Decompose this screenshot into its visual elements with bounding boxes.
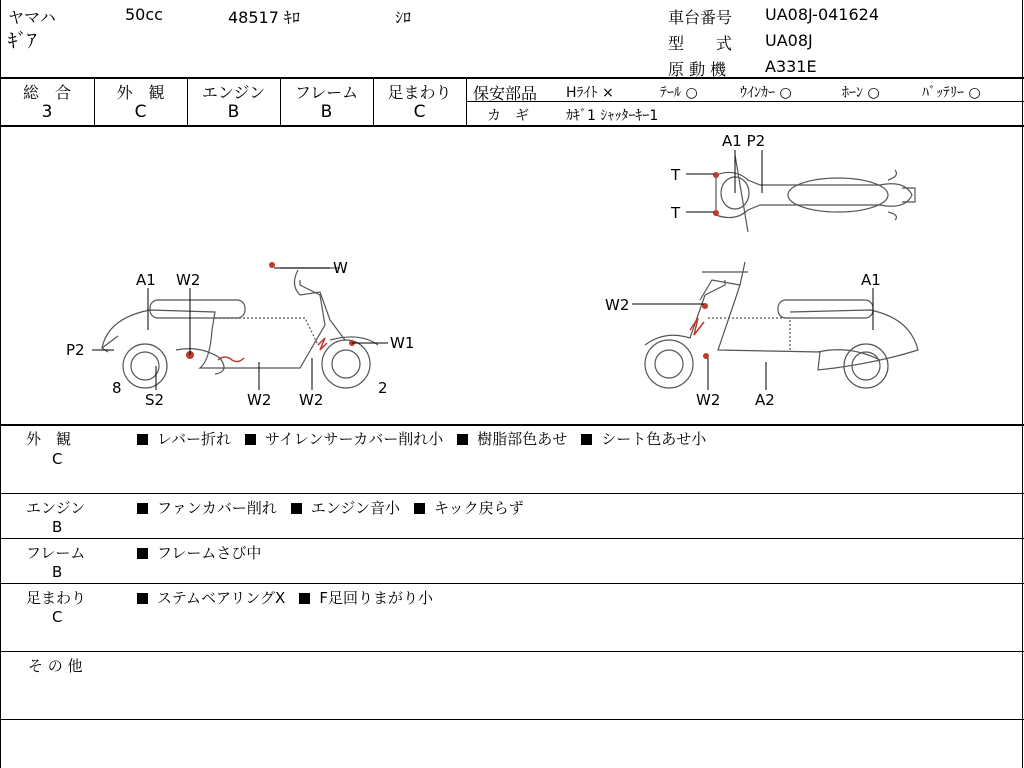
bullet-icon [299, 593, 310, 604]
safety-tail-name: ﾃｰﾙ [660, 85, 681, 101]
remark-suspension-category: 足まわり [26, 589, 87, 607]
model-name: ｷﾞｱ [8, 30, 37, 52]
scooter-top-view [716, 155, 915, 232]
remark-item: レバー折れ [157, 430, 231, 448]
label-left-w2b: W2 [247, 391, 272, 409]
remark-divider-4 [0, 651, 1024, 652]
remark-item: F足回りまがり小 [319, 589, 433, 607]
safety-horn [842, 82, 880, 102]
remark-exterior-category: 外 観 [26, 430, 72, 448]
remark-engine-list [137, 497, 538, 518]
safety-battery-mark: ○ [968, 85, 981, 101]
remark-divider-1 [0, 493, 1024, 494]
safety-headlight-mark: × [601, 85, 614, 101]
remark-item: フレームさび中 [157, 544, 262, 562]
key-label: カ ギ [487, 108, 529, 124]
label-top-t2: T [671, 204, 681, 222]
bullet-icon [291, 503, 302, 514]
remark-item: ファンカバー削れ [157, 499, 277, 517]
damage-scratch-left-2 [318, 338, 327, 350]
label-left-p2: P2 [66, 341, 85, 359]
damage-mark-top-1 [713, 172, 719, 178]
safety-headlight [566, 82, 614, 102]
label-right-a1: A1 [861, 271, 881, 289]
bullet-icon [137, 434, 148, 445]
mileage: 48517 ｷﾛ [228, 8, 300, 27]
label-left-2: 2 [378, 379, 388, 397]
remark-frame-grade: B [52, 563, 63, 581]
safety-horn-mark: ○ [867, 85, 880, 101]
remark-frame-category: フレーム [26, 544, 86, 562]
grade-frame-value: B [320, 102, 333, 122]
remark-engine-category: エンジン [26, 499, 86, 517]
remark-item: キック戻らず [433, 499, 524, 517]
remark-item: 樹脂部色あせ [477, 430, 568, 448]
bullet-icon [137, 503, 148, 514]
remark-suspension-grade: C [52, 608, 63, 626]
safety-label: 保安部品 [473, 84, 538, 103]
type-label: 型 式 [668, 34, 733, 53]
label-right-w2a: W2 [605, 296, 630, 314]
chassis-label: 車台番号 [668, 8, 733, 27]
diagram-divider [0, 424, 1024, 426]
grade-engine-value: B [227, 102, 240, 122]
grade-total-label: 総 合 [22, 83, 71, 102]
safety-horn-name: ﾎｰﾝ [842, 85, 863, 101]
grade-frame-label: フレーム [294, 83, 359, 102]
grade-exterior-value: C [134, 102, 147, 122]
grade-suspension-label: 足まわり [387, 83, 452, 102]
remark-item: シート色あせ小 [601, 430, 707, 448]
grade-exterior-label: 外 観 [116, 83, 165, 102]
label-left-s2: S2 [145, 391, 165, 409]
label-top-t1: T [671, 166, 681, 184]
label-right-a2: A2 [755, 391, 775, 409]
label-right-w2b: W2 [696, 391, 721, 409]
remark-suspension-list [137, 587, 447, 608]
body-color: ｼﾛ [395, 8, 412, 27]
safety-winker-name: ｳｲﾝｶｰ [740, 85, 775, 101]
grade-total-value: 3 [41, 102, 53, 122]
remark-item: サイレンサーカバー削れ小 [264, 430, 444, 448]
label-left-a1: A1 [136, 271, 156, 289]
bullet-icon [137, 548, 148, 559]
damage-mark-left-2 [269, 262, 275, 268]
grade-sep-5 [466, 78, 467, 125]
remark-divider-3 [0, 583, 1024, 584]
bullet-icon [245, 434, 256, 445]
bullet-icon [457, 434, 468, 445]
safety-winker-mark: ○ [779, 85, 792, 101]
remark-item: ステムベアリングX [157, 589, 286, 607]
engine-label: 原 動 機 [668, 60, 727, 79]
key-value: ｶｷﾞ1 ｼｬｯﾀｰｷｰ1 [566, 108, 659, 124]
chassis-number: UA08J-041624 [765, 5, 880, 24]
remark-exterior-list [137, 428, 720, 449]
remark-frame-list [137, 542, 275, 563]
safety-winker [740, 82, 792, 102]
label-left-w2a: W2 [176, 271, 201, 289]
damage-diagram [0, 126, 1024, 424]
safety-battery [922, 82, 981, 102]
bullet-icon [581, 434, 592, 445]
label-left-w2c: W2 [299, 391, 324, 409]
grade-engine-label: エンジン [201, 83, 266, 102]
safety-tail-mark: ○ [685, 85, 698, 101]
remark-item: エンジン音小 [310, 499, 400, 517]
remark-engine-grade: B [52, 518, 63, 536]
type-value: UA08J [765, 31, 813, 50]
safety-tail [660, 82, 698, 102]
engine-value: A331E [765, 57, 817, 76]
damage-mark-top-2 [713, 210, 719, 216]
safety-battery-name: ﾊﾞｯﾃﾘｰ [922, 85, 964, 101]
bullet-icon [414, 503, 425, 514]
label-left-w1: W1 [390, 334, 415, 352]
label-left-w: W [333, 259, 348, 277]
bullet-icon [137, 593, 148, 604]
safety-headlight-name: Hﾗｲﾄ [566, 85, 598, 101]
maker-name: ヤマハ [8, 8, 56, 27]
remark-exterior-grade: C [52, 450, 63, 468]
displacement: 50cc [125, 5, 163, 24]
remark-divider-2 [0, 538, 1024, 539]
remark-divider-5 [0, 719, 1024, 720]
label-top-a1p2: A1 P2 [722, 132, 766, 150]
remark-other-category: そ の 他 [28, 657, 83, 675]
label-left-8: 8 [112, 379, 122, 397]
grade-suspension-value: C [413, 102, 426, 122]
header-divider [0, 77, 1024, 79]
